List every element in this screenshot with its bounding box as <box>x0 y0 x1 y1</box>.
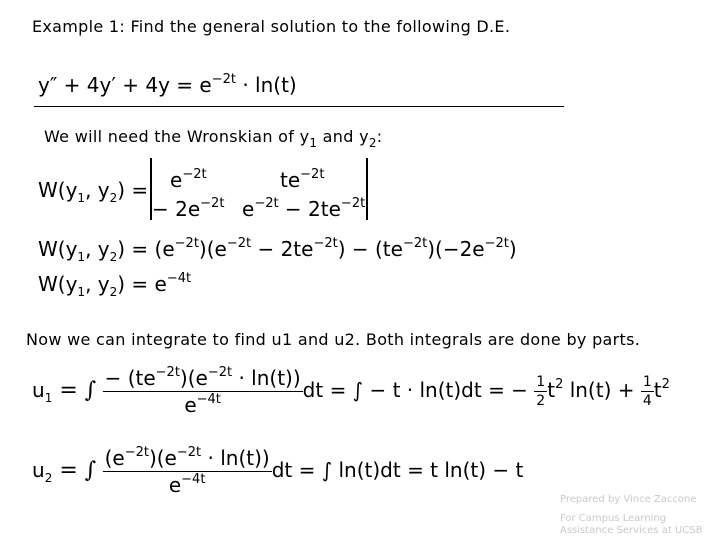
u1-num-b: )(e <box>179 366 208 390</box>
w2-p5: )(−2e <box>427 237 485 261</box>
u2-integral: = ∫ <box>52 458 97 483</box>
u2-after: dt = ∫ ln(t)dt = t ln(t) − t <box>271 458 524 482</box>
credit-line-2: For Campus Learning <box>560 513 667 524</box>
differential-equation <box>38 73 297 97</box>
u2-num-b: )(e <box>148 446 177 470</box>
w2-pre: W(y <box>38 237 78 261</box>
w3-sub1: 1 <box>77 285 86 299</box>
subscript-2: 2 <box>368 136 377 150</box>
w2-mid: , y <box>85 237 110 261</box>
u2-num-a: (e <box>104 446 125 470</box>
u1-num-e2: −2t <box>207 365 233 380</box>
subscript-1: 1 <box>309 136 318 150</box>
u2-fraction <box>103 446 272 497</box>
u2-den-base: e <box>168 473 182 497</box>
integrate-intro: Now we can integrate to find u1 and u2. Both integrals are done by parts. <box>26 330 641 349</box>
det-a22 <box>242 197 365 221</box>
u1-equation <box>32 366 670 417</box>
a22-base: e <box>242 197 255 221</box>
u1-q-den: 4 <box>642 393 652 409</box>
u1-ln: ln(t) + <box>563 378 635 402</box>
u2-num-c: · ln(t)) <box>201 446 270 470</box>
u2-num-e2: −2t <box>176 445 202 460</box>
w3-pre: W(y <box>38 272 78 296</box>
w2-e1: −2t <box>174 236 199 251</box>
w2-p2: )(e <box>198 237 227 261</box>
a11-base: e <box>170 168 183 192</box>
w2-p3: − 2te <box>251 237 314 261</box>
u1-den-base: e <box>184 393 197 417</box>
u1-after: dt = ∫ − t · ln(t)dt = − <box>302 378 528 402</box>
de-exponent: −2t <box>211 72 236 87</box>
w2-e4: −2t <box>402 236 428 251</box>
w-label-post: ) = <box>117 178 149 202</box>
wronskian-intro-mid: and y <box>317 127 369 146</box>
wronskian-intro-colon: : <box>376 127 383 146</box>
w-sub-1: 1 <box>77 191 86 205</box>
u2-denominator <box>103 472 272 497</box>
u1-label: u <box>32 378 45 402</box>
w2-sub2: 2 <box>109 250 118 264</box>
u2-den-exp: −4t <box>181 472 206 487</box>
u1-half-num: 1 <box>536 374 546 390</box>
a22-mid: − 2te <box>278 197 341 221</box>
a22-exp1: −2t <box>254 196 279 211</box>
u2-label: u <box>32 458 45 482</box>
w2-e3: −2t <box>313 236 338 251</box>
w2-e5: −2t <box>484 236 509 251</box>
u1-q-num: 1 <box>642 374 652 390</box>
w3-post: ) = <box>117 272 149 296</box>
w-label-pre: W(y <box>38 178 78 202</box>
det-a21 <box>152 197 224 221</box>
u1-integral: = ∫ <box>52 378 97 403</box>
determinant-right-bar <box>366 158 368 220</box>
w3-sub2: 2 <box>109 285 118 299</box>
u1-t-a-exp: 2 <box>555 377 564 392</box>
a11-exp: −2t <box>182 167 207 182</box>
a21-base: − 2e <box>152 197 201 221</box>
de-lhs: y″ + 4y′ + 4y = e <box>38 73 212 97</box>
det-a11 <box>170 168 207 192</box>
u1-t-a: t <box>547 378 556 402</box>
w2-post: ) = <box>117 237 149 261</box>
w3-base: e <box>154 272 167 296</box>
a12-exp: −2t <box>300 167 325 182</box>
u1-t-b: t <box>653 378 662 402</box>
wronskian-intro-text: We will need the Wronskian of y <box>44 127 310 146</box>
det-a12 <box>280 168 324 192</box>
u1-fraction <box>103 366 303 417</box>
wronskian-result <box>38 271 192 299</box>
credit-line-3: Assistance Services at UCSB <box>560 525 703 536</box>
divider-line <box>34 106 564 107</box>
w2-p1: (e <box>154 237 175 261</box>
u1-half-den: 2 <box>536 393 546 409</box>
wronskian-intro <box>44 127 383 150</box>
u2-numerator <box>103 446 272 472</box>
u1-quarter <box>641 374 654 409</box>
a21-exp: −2t <box>200 196 225 211</box>
example-heading: Example 1: Find the general solution to the following D.E. <box>32 17 511 36</box>
u1-half <box>534 374 547 409</box>
w2-p6: ) <box>508 237 517 261</box>
wronskian-expansion <box>38 236 517 264</box>
credit-line-1: Prepared by Vince Zaccone <box>560 494 697 505</box>
u1-numerator <box>103 366 303 392</box>
u1-denominator <box>103 392 303 417</box>
wronskian-label <box>38 178 149 205</box>
w2-sub1: 1 <box>77 250 86 264</box>
a12-base: te <box>280 168 301 192</box>
u1-num-c: · ln(t)) <box>232 366 301 390</box>
u1-t-b-exp: 2 <box>661 377 670 392</box>
w2-p4: ) − (te <box>337 237 403 261</box>
w-sub-2: 2 <box>109 191 118 205</box>
w-label-mid: , y <box>85 178 110 202</box>
u2-num-e1: −2t <box>124 445 149 460</box>
u1-den-exp: −4t <box>196 392 221 407</box>
w3-mid: , y <box>85 272 110 296</box>
u1-num-e1: −2t <box>155 365 180 380</box>
u2-sub: 2 <box>44 471 53 485</box>
w3-exp: −4t <box>166 271 192 286</box>
u2-equation <box>32 446 523 497</box>
de-rhs: · ln(t) <box>242 73 297 97</box>
a22-exp2: −2t <box>340 196 366 211</box>
u1-sub: 1 <box>44 391 53 405</box>
u1-num-a: − (te <box>104 366 156 390</box>
w2-e2: −2t <box>226 236 252 251</box>
